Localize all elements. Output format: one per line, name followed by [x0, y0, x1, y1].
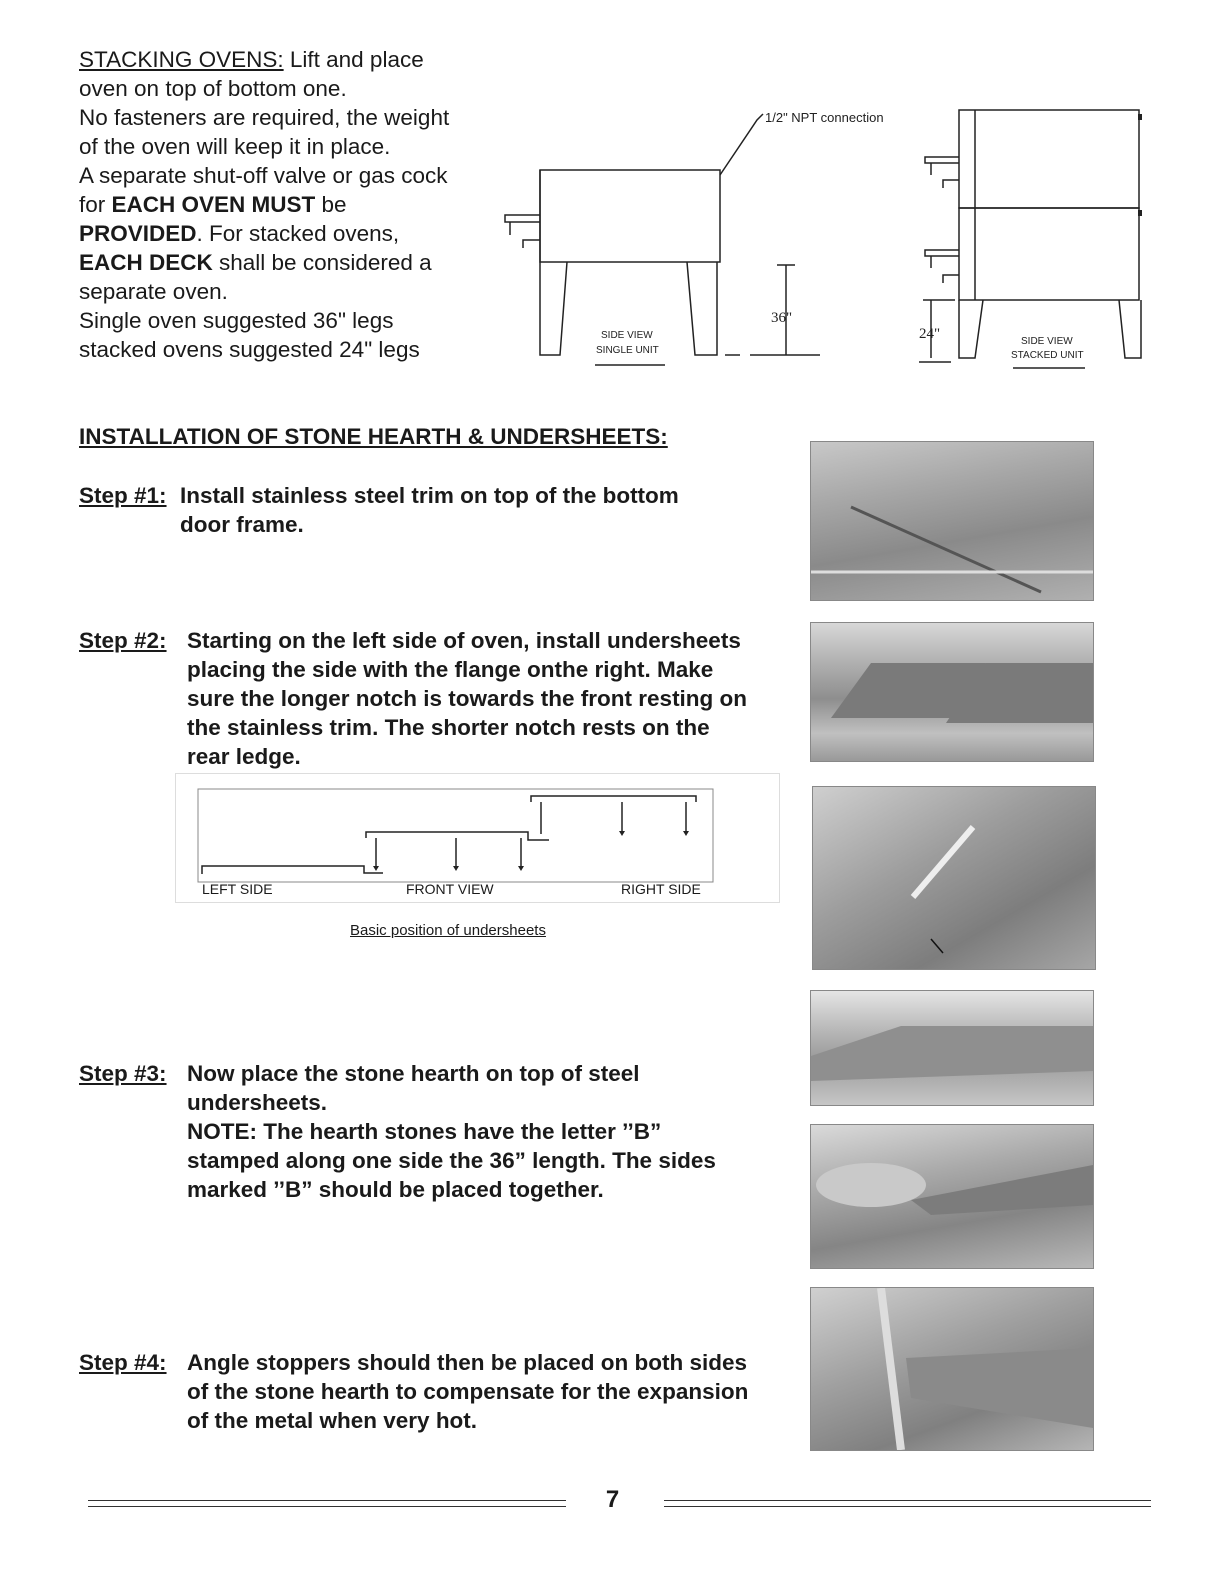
- stacking-line: separate oven.: [79, 279, 228, 304]
- stacking-line: oven on top of bottom one.: [79, 76, 347, 101]
- stacking-section: [79, 45, 499, 364]
- step-1: [79, 481, 779, 541]
- step-label: Step #2:: [79, 628, 167, 653]
- stacked-unit-label: STACKED UNIT: [1011, 350, 1084, 361]
- dimension-24: 24": [919, 326, 941, 342]
- photo-placing-stone: [810, 1124, 1094, 1269]
- stacking-line: of the oven will keep it in place.: [79, 134, 391, 159]
- stacking-line: A separate shut-off valve or gas cock: [79, 163, 448, 188]
- stacking-first-line: STACKING OVENS: Lift and place: [79, 47, 424, 72]
- photo-undersheet-detail-drawing: [813, 787, 1095, 969]
- step-label: Step #3:: [79, 1061, 167, 1086]
- step-3: [79, 1059, 799, 1209]
- single-unit-diagram: [495, 100, 915, 375]
- photo-angle-stopper-drawing: [811, 1288, 1093, 1450]
- photo-stone-hearth-drawing: [811, 991, 1093, 1105]
- photo-steel-trim-drawing: [811, 442, 1093, 600]
- stacked-view-label: SIDE VIEW: [1021, 336, 1073, 347]
- photo-angle-stopper: [810, 1287, 1094, 1451]
- photo-undersheet-detail: [812, 786, 1096, 970]
- install-heading: INSTALLATION OF STONE HEARTH & UNDERSHEETS:: [79, 424, 668, 449]
- photo-steel-trim: [810, 441, 1094, 601]
- stacking-line: for EACH OVEN MUST be: [79, 192, 347, 217]
- photo-stone-hearth: [810, 990, 1094, 1106]
- stacked-unit-diagram: [915, 100, 1155, 375]
- dimension-36: 36": [771, 310, 793, 326]
- front-view-label: FRONT VIEW: [406, 881, 494, 897]
- stacking-line: No fasteners are required, the weight: [79, 105, 450, 130]
- step-label: Step #4:: [79, 1350, 167, 1375]
- stacking-line: PROVIDED. For stacked ovens,: [79, 221, 400, 246]
- step-label: Step #1:: [79, 483, 167, 508]
- step-body: Now place the stone hearth on top of steel undersheets. NOTE: The hearth stones have the letter ’’B” stamped along one side the 36” length. The sides marked ’’B” should be placed together.: [187, 1061, 716, 1202]
- photo-undersheets: [810, 622, 1094, 762]
- left-side-label: LEFT SIDE: [202, 881, 273, 897]
- stacking-line: Single oven suggested 36" legs: [79, 308, 394, 333]
- front-view-caption: Basic position of undersheets: [350, 922, 546, 939]
- single-unit-label: SINGLE UNIT: [596, 345, 659, 356]
- stacking-heading: STACKING OVENS:: [79, 47, 284, 72]
- right-side-label: RIGHT SIDE: [621, 881, 701, 897]
- stacking-line: stacked ovens suggested 24" legs: [79, 337, 420, 362]
- npt-label: 1/2" NPT connection: [765, 110, 884, 125]
- single-view-label: SIDE VIEW: [601, 330, 653, 341]
- stacking-line: EACH DECK shall be considered a: [79, 250, 432, 275]
- step-body: Starting on the left side of oven, install undersheets placing the side with the flange onthe right. Make sure the longer notch is towards the front resting on the stainless trim. The shorter notch rests on the rear ledge.: [187, 628, 748, 769]
- step-4: [79, 1348, 799, 1438]
- step-2: [79, 626, 799, 776]
- page-number: 7: [605, 1486, 620, 1513]
- photo-undersheets-drawing: [811, 623, 1093, 761]
- step-body: Angle stoppers should then be placed on both sides of the stone hearth to compensate for the expansion of the metal when very hot.: [187, 1350, 749, 1433]
- front-view-diagram: [175, 773, 780, 903]
- photo-placing-stone-drawing: [811, 1125, 1093, 1268]
- step-body: Install stainless steel trim on top of the bottom door frame.: [180, 483, 679, 537]
